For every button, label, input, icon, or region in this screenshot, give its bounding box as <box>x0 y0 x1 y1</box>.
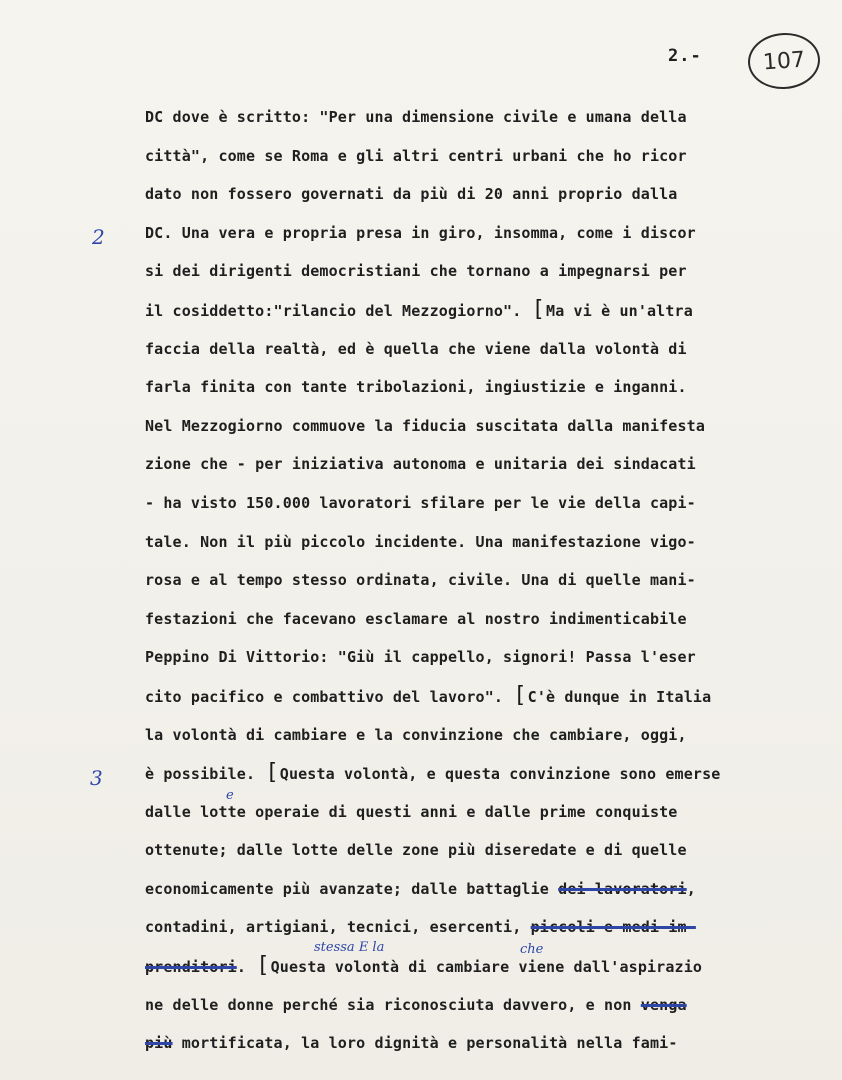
text-segment: cito pacifico e combattivo del lavoro". <box>145 687 504 706</box>
text-segment: Questa volontà, e questa convinzione sono emerse <box>279 765 721 784</box>
text-segment: economicamente più avanzate; dalle battaglie <box>145 879 549 898</box>
text-segment: contadini, artigiani, tecnici, esercenti, <box>145 918 522 937</box>
margin-note-3: 3 <box>90 766 103 790</box>
struck-text: prenditori <box>145 958 237 977</box>
text-line <box>145 754 765 793</box>
text-line: - ha visto 150.000 lavoratori sfilare per le vie della capi- <box>145 493 696 512</box>
text-line: DC. Una vera e propria presa in giro, insomma, come i discor <box>145 223 696 242</box>
text-line <box>145 986 765 1025</box>
text-segment: mortificata, la loro dignità e personalità nella fami- <box>181 1034 678 1053</box>
text-segment: il cosiddetto:"rilancio del Mezzogiorno". <box>145 301 522 320</box>
page-number: 2.- <box>668 46 702 66</box>
archive-number-stamp: 107 <box>746 31 822 92</box>
text-segment: Ma vi è un'altra <box>546 301 693 320</box>
struck-text: dei lavoratori <box>558 879 687 898</box>
text-line <box>145 908 765 947</box>
text-line <box>145 1024 765 1063</box>
text-line <box>145 291 765 330</box>
text-line: città", come se Roma e gli altri centri urbani che ho ricor <box>145 146 687 165</box>
text-line: faccia della realtà, ed è quella che viene dalla volontà di <box>145 339 687 358</box>
handwritten-annotation: e <box>226 788 234 803</box>
margin-note-2: 2 <box>92 225 105 249</box>
paragraph-bracket: [ <box>265 760 279 786</box>
struck-text: piccoli e medi im- <box>530 918 696 937</box>
text-line: tale. Non il più piccolo incidente. Una manifestazione vigo- <box>145 532 696 551</box>
paragraph-bracket: [ <box>256 953 270 979</box>
text-line: festazioni che facevano esclamare al nostro indimenticabile <box>145 609 687 628</box>
text-line: si dei dirigenti democristiani che tornano a impegnarsi per <box>145 262 687 281</box>
struck-text: più <box>145 1034 173 1053</box>
text-line <box>145 870 765 909</box>
text-line: la volontà di cambiare e la convinzione che cambiare, oggi, <box>145 725 687 744</box>
text-segment: è possibile. <box>145 765 256 784</box>
text-line: rosa e al tempo stesso ordinata, civile. Una di quelle mani- <box>145 571 696 590</box>
text-line <box>145 677 765 716</box>
struck-text: venga <box>640 995 687 1014</box>
handwritten-annotation: che <box>520 942 544 957</box>
paragraph-bracket: [ <box>513 682 527 708</box>
handwritten-annotation: stessa E la <box>314 940 385 955</box>
text-line: Nel Mezzogiorno commuove la fiducia suscitata dalla manifesta <box>145 416 706 435</box>
text-segment: Questa volontà di cambiare viene dall'aspirazio <box>270 958 703 977</box>
text-line: dato non fossero governati da più di 20 anni proprio dalla <box>145 185 678 204</box>
text-line: dalle lotte operaie di questi anni e dalle prime conquiste <box>145 802 678 821</box>
text-line: zione che - per iniziativa autonoma e unitaria dei sindacati <box>145 455 696 474</box>
text-segment: C'è dunque in Italia <box>527 687 712 706</box>
text-segment: , <box>686 879 696 898</box>
text-line: farla finita con tante tribolazioni, ingiustizie e inganni. <box>145 378 687 397</box>
text-line: DC dove è scritto: "Per una dimensione civile e umana della <box>145 108 687 126</box>
text-line: Peppino Di Vittorio: "Giù il cappello, signori! Passa l'eser <box>145 648 696 667</box>
typed-text-body <box>145 98 765 1063</box>
text-line: prenditori. [Questa volontà di cambiare viene dall'aspirazio <box>145 953 703 979</box>
text-line: ottenute; dalle lotte delle zone più diseredate e di quelle <box>145 841 687 860</box>
text-segment: ne delle donne perché sia riconosciuta davvero, e non <box>145 995 632 1014</box>
paragraph-bracket: [ <box>531 296 546 322</box>
